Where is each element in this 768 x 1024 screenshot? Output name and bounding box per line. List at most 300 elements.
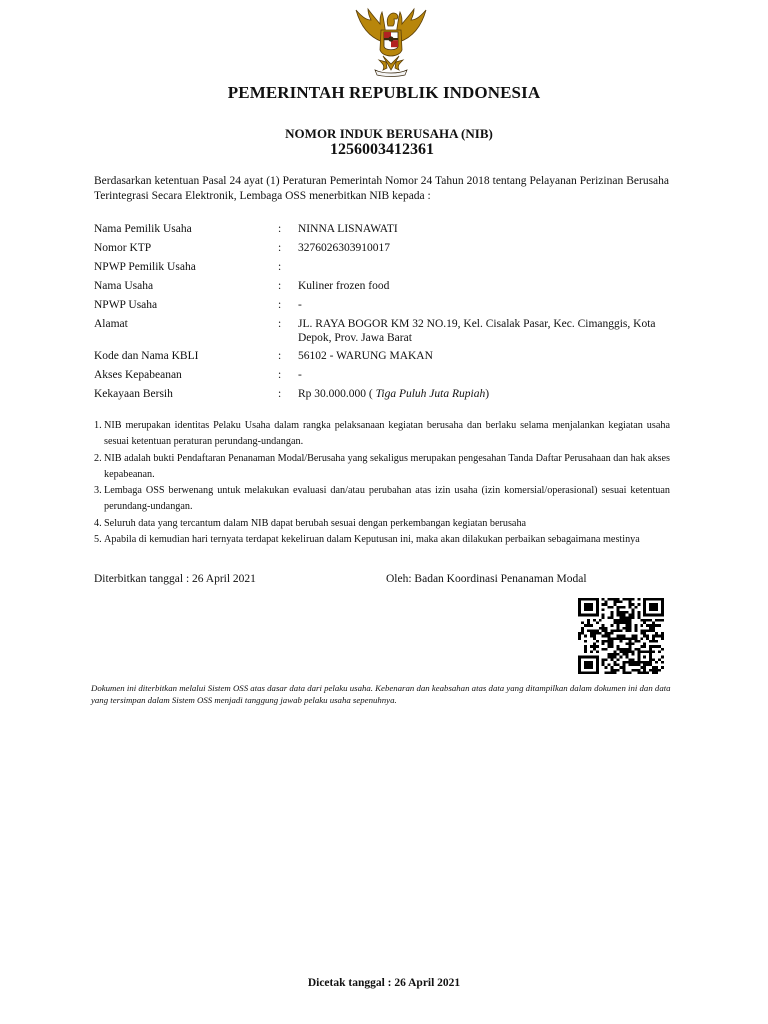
- qr-module: [637, 611, 640, 614]
- qr-module: [625, 661, 628, 664]
- qr-module: [611, 611, 614, 614]
- qr-module: [611, 645, 614, 648]
- disclaimer: Dokumen ini diterbitkan melalui Sistem OSS atas dasar data dari pelaku usaha. Kebenaran dan keabsahan atas data yang ditampilkan dalam dokumen ini dan data yang tersimpan dalam Sistem OSS menjadi tanggung jawab pelaku usaha sepenuhnya.: [91, 683, 671, 705]
- qr-module: [634, 664, 637, 667]
- qr-module: [652, 669, 655, 672]
- qr-module: [661, 632, 664, 635]
- qr-module: [622, 653, 625, 656]
- qr-module: [640, 671, 643, 674]
- qr-module: [617, 645, 620, 648]
- field-colon: :: [278, 280, 282, 292]
- qr-module: [617, 629, 620, 632]
- qr-module: [584, 624, 587, 627]
- qr-module: [611, 669, 614, 672]
- qr-module: [658, 614, 661, 617]
- qr-module: [614, 650, 617, 653]
- qr-module: [628, 624, 631, 627]
- qr-module: [584, 664, 587, 667]
- qr-module: [622, 666, 625, 669]
- qr-module: [578, 666, 581, 669]
- qr-module: [596, 666, 599, 669]
- qr-module: [605, 635, 608, 638]
- qr-module: [631, 661, 634, 664]
- qr-module: [634, 627, 637, 630]
- qr-module: [578, 664, 581, 667]
- qr-module: [578, 614, 581, 617]
- qr-module: [584, 635, 587, 638]
- qr-module: [617, 606, 620, 609]
- qr-module: [631, 650, 634, 653]
- qr-module: [643, 669, 646, 672]
- qr-module: [602, 614, 605, 617]
- qr-module: [646, 624, 649, 627]
- notes-list: [94, 418, 670, 548]
- qr-module: [596, 632, 599, 635]
- note-number: 1.: [94, 420, 102, 431]
- qr-module: [608, 671, 611, 674]
- field-value: Kuliner frozen food: [298, 280, 390, 292]
- qr-module: [646, 598, 649, 601]
- qr-module: [622, 669, 625, 672]
- qr-module: [602, 629, 605, 632]
- qr-module: [640, 661, 643, 664]
- qr-module: [614, 656, 617, 659]
- qr-module: [578, 671, 581, 674]
- qr-module: [617, 624, 620, 627]
- note-text: NIB adalah bukti Pendaftaran Penanaman Modal/Berusaha yang sekaligus merupakan pengesahan Tanda Daftar Perusahaan dan hak akses kepabeanan.: [104, 452, 670, 480]
- qr-module: [611, 643, 614, 646]
- qr-module: [596, 669, 599, 672]
- qr-module: [643, 603, 646, 606]
- qr-module: [590, 664, 593, 667]
- qr-module: [652, 671, 655, 674]
- qr-module: [622, 664, 625, 667]
- qr-module: [584, 608, 587, 611]
- qr-module: [611, 632, 614, 635]
- qr-module: [617, 614, 620, 617]
- qr-module: [596, 661, 599, 664]
- qr-module: [658, 624, 661, 627]
- qr-module: [646, 664, 649, 667]
- qr-module: [658, 645, 661, 648]
- qr-module: [596, 664, 599, 667]
- qr-module: [614, 661, 617, 664]
- qr-module: [611, 637, 614, 640]
- qr-module: [640, 637, 643, 640]
- qr-module: [587, 619, 590, 622]
- qr-module: [620, 666, 623, 669]
- qr-module: [605, 666, 608, 669]
- qr-module: [628, 661, 631, 664]
- qr-module: [593, 619, 596, 622]
- qr-module: [652, 622, 655, 625]
- qr-module: [643, 622, 646, 625]
- qr-module: [625, 637, 628, 640]
- qr-module: [622, 671, 625, 674]
- qr-module: [655, 671, 658, 674]
- qr-module: [625, 611, 628, 614]
- qr-module: [584, 603, 587, 606]
- qr-module: [587, 598, 590, 601]
- qr-module: [661, 637, 664, 640]
- qr-module: [608, 606, 611, 609]
- qr-module: [617, 601, 620, 604]
- qr-module: [605, 648, 608, 651]
- qr-module: [634, 635, 637, 638]
- qr-module: [649, 603, 652, 606]
- printed-date: Dicetak tanggal : 26 April 2021: [307, 977, 461, 989]
- qr-module: [637, 648, 640, 651]
- qr-module: [617, 669, 620, 672]
- qr-module: [631, 643, 634, 646]
- field-value: JL. RAYA BOGOR KM 32 NO.19, Kel. Cisalak Pasar, Kec. Cimanggis, Kota Depok, Prov. Jawa Barat: [298, 318, 656, 344]
- qr-module: [578, 606, 581, 609]
- qr-module: [637, 669, 640, 672]
- qr-module: [625, 650, 628, 653]
- qr-module: [605, 627, 608, 630]
- qr-module: [649, 624, 652, 627]
- qr-module: [622, 635, 625, 638]
- field-label: Nomor KTP: [94, 242, 152, 254]
- qr-module: [661, 614, 664, 617]
- qr-module: [637, 661, 640, 664]
- qr-module: [608, 632, 611, 635]
- qr-module: [617, 619, 620, 622]
- qr-module: [617, 598, 620, 601]
- qr-module: [643, 598, 646, 601]
- qr-module: [652, 624, 655, 627]
- qr-module: [581, 632, 584, 635]
- qr-module: [652, 658, 655, 661]
- qr-module: [631, 653, 634, 656]
- qr-module: [596, 645, 599, 648]
- qr-module: [643, 614, 646, 617]
- qr-module: [640, 650, 643, 653]
- qr-module: [611, 598, 614, 601]
- qr-module: [634, 640, 637, 643]
- qr-module: [596, 640, 599, 643]
- qr-module: [658, 635, 661, 638]
- qr-module: [602, 598, 605, 601]
- qr-module: [593, 629, 596, 632]
- qr-module: [614, 603, 617, 606]
- field-value: [298, 387, 683, 401]
- qr-module: [590, 608, 593, 611]
- qr-module: [605, 632, 608, 635]
- qr-module: [628, 637, 631, 640]
- qr-module: [608, 635, 611, 638]
- qr-module: [584, 598, 587, 601]
- qr-module: [661, 635, 664, 638]
- qr-module: [620, 606, 623, 609]
- qr-module: [620, 656, 623, 659]
- qr-module: [652, 598, 655, 601]
- qr-module: [655, 624, 658, 627]
- note-item: [94, 451, 670, 484]
- nib-number: 1256003412361: [330, 141, 434, 158]
- qr-module: [611, 658, 614, 661]
- qr-module: [634, 648, 637, 651]
- qr-module: [593, 598, 596, 601]
- qr-module: [596, 598, 599, 601]
- qr-module: [617, 637, 620, 640]
- qr-module: [649, 650, 652, 653]
- field-label: Kekayaan Bersih: [94, 388, 173, 400]
- qr-module: [655, 598, 658, 601]
- qr-module: [584, 640, 587, 643]
- qr-module: [625, 622, 628, 625]
- qr-module: [608, 637, 611, 640]
- qr-module: [581, 656, 584, 659]
- qr-module: [655, 608, 658, 611]
- qr-module: [625, 629, 628, 632]
- qr-module: [634, 606, 637, 609]
- qr-module: [602, 664, 605, 667]
- qr-module: [661, 656, 664, 659]
- field-label: NPWP Usaha: [94, 299, 158, 311]
- qr-module: [611, 656, 614, 659]
- qr-module: [631, 637, 634, 640]
- qr-module: [602, 627, 605, 630]
- qr-module: [608, 645, 611, 648]
- qr-module: [578, 603, 581, 606]
- qr-module: [614, 653, 617, 656]
- qr-module: [602, 643, 605, 646]
- qr-module: [637, 603, 640, 606]
- qr-module: [611, 606, 614, 609]
- qr-module: [596, 601, 599, 604]
- qr-module: [620, 637, 623, 640]
- qr-module: [596, 622, 599, 625]
- qr-module: [658, 619, 661, 622]
- qr-module: [614, 664, 617, 667]
- qr-module: [593, 648, 596, 651]
- qr-module: [661, 606, 664, 609]
- qr-module: [620, 622, 623, 625]
- qr-module: [593, 656, 596, 659]
- qr-module: [634, 637, 637, 640]
- qr-module: [661, 598, 664, 601]
- qr-module: [643, 643, 646, 646]
- qr-module: [643, 671, 646, 674]
- value-words: Tiga Puluh Juta Rupiah: [375, 388, 486, 400]
- qr-module: [602, 648, 605, 651]
- qr-module: [581, 598, 584, 601]
- qr-module: [643, 666, 646, 669]
- qr-module: [581, 614, 584, 617]
- qr-module: [643, 619, 646, 622]
- qr-module: [617, 648, 620, 651]
- qr-module: [611, 624, 614, 627]
- qr-module: [596, 606, 599, 609]
- qr-module: [608, 616, 611, 619]
- qr-module: [649, 627, 652, 630]
- qr-module: [614, 601, 617, 604]
- qr-module: [620, 640, 623, 643]
- qr-module: [614, 637, 617, 640]
- qr-module: [655, 614, 658, 617]
- qr-module: [652, 635, 655, 638]
- qr-module: [602, 661, 605, 664]
- qr-module: [631, 614, 634, 617]
- qr-module: [590, 632, 593, 635]
- qr-module: [587, 661, 590, 664]
- qr-module: [625, 624, 628, 627]
- field-label: NPWP Pemilik Usaha: [94, 261, 196, 273]
- qr-module: [646, 637, 649, 640]
- field-label: Akses Kepabeanan: [94, 369, 182, 381]
- qr-module: [620, 629, 623, 632]
- qr-module: [620, 601, 623, 604]
- qr-module: [643, 656, 646, 659]
- qr-module: [602, 608, 605, 611]
- qr-module: [578, 608, 581, 611]
- qr-module: [637, 614, 640, 617]
- qr-module: [622, 611, 625, 614]
- qr-module: [649, 614, 652, 617]
- qr-module: [625, 598, 628, 601]
- qr-module: [628, 598, 631, 601]
- qr-module: [584, 656, 587, 659]
- qr-module: [614, 671, 617, 674]
- qr-module: [634, 624, 637, 627]
- value-close: ): [485, 388, 490, 400]
- field-value: 3276026303910017: [298, 242, 390, 254]
- qr-module: [620, 619, 623, 622]
- qr-module: [637, 653, 640, 656]
- qr-module: [584, 606, 587, 609]
- field-colon: :: [278, 261, 282, 273]
- qr-module: [587, 608, 590, 611]
- qr-module: [584, 671, 587, 674]
- qr-module: [628, 671, 631, 674]
- qr-module: [614, 619, 617, 622]
- qr-module: [649, 656, 652, 659]
- qr-module: [643, 632, 646, 635]
- qr-module: [593, 632, 596, 635]
- qr-module: [617, 627, 620, 630]
- issuer: Oleh: Badan Koordinasi Penanaman Modal: [386, 573, 587, 585]
- qr-module: [637, 616, 640, 619]
- qr-module: [593, 635, 596, 638]
- qr-module: [596, 614, 599, 617]
- qr-module: [602, 640, 605, 643]
- note-item: [94, 483, 670, 516]
- qr-module: [661, 608, 664, 611]
- qr-module: [628, 648, 631, 651]
- qr-module: [628, 627, 631, 630]
- qr-module: [617, 664, 620, 667]
- qr-module: [655, 666, 658, 669]
- qr-module: [643, 608, 646, 611]
- qr-module: [596, 629, 599, 632]
- qr-module: [614, 622, 617, 625]
- qr-module: [631, 664, 634, 667]
- qr-module: [661, 648, 664, 651]
- qr-module: [634, 661, 637, 664]
- qr-module: [602, 635, 605, 638]
- qr-module: [590, 666, 593, 669]
- qr-module: [643, 645, 646, 648]
- qr-module: [611, 653, 614, 656]
- qr-module: [628, 616, 631, 619]
- qr-module: [587, 671, 590, 674]
- field-label: Alamat: [94, 318, 128, 330]
- qr-module: [628, 643, 631, 646]
- qr-module: [649, 648, 652, 651]
- note-number: 3.: [94, 485, 102, 497]
- qr-module: [605, 671, 608, 674]
- qr-module: [652, 627, 655, 630]
- qr-module: [628, 606, 631, 609]
- qr-module: [581, 627, 584, 630]
- field-value: -: [298, 299, 302, 311]
- qr-module: [643, 635, 646, 638]
- qr-module: [637, 658, 640, 661]
- qr-module: [649, 645, 652, 648]
- qr-module: [652, 645, 655, 648]
- qr-module: [658, 598, 661, 601]
- qr-module: [605, 640, 608, 643]
- qr-module: [590, 598, 593, 601]
- qr-module: [637, 671, 640, 674]
- intro-paragraph: Berdasarkan ketentuan Pasal 24 ayat (1) Peraturan Pemerintah Nomor 24 Tahun 2018 tentang Pelayanan Perizinan Berusaha Terintegrasi Secara Elektronik, Lembaga OSS menerbitkan NIB kepada :: [94, 175, 669, 202]
- qr-module: [578, 635, 581, 638]
- note-text: Apabila di kemudian hari ternyata terdapat kekeliruan dalam Keputusan ini, maka akan dilakukan perbaikan sebagaimana mestinya: [104, 534, 640, 546]
- qr-module: [617, 622, 620, 625]
- qr-module: [578, 658, 581, 661]
- government-title: PEMERINTAH REPUBLIK INDONESIA: [227, 83, 541, 102]
- qr-module: [578, 669, 581, 672]
- qr-module: [628, 601, 631, 604]
- qr-module: [661, 666, 664, 669]
- qr-module: [622, 637, 625, 640]
- qr-module: [655, 632, 658, 635]
- qr-module: [584, 661, 587, 664]
- field-colon: :: [278, 318, 282, 330]
- qr-module: [658, 650, 661, 653]
- qr-module: [617, 658, 620, 661]
- qr-module: [658, 669, 661, 672]
- qr-module: [643, 664, 646, 667]
- qr-module: [605, 658, 608, 661]
- qr-module: [622, 622, 625, 625]
- qr-module: [655, 640, 658, 643]
- note-text: Seluruh data yang tercantum dalam NIB dapat berubah sesuai dengan perkembangan kegiatan berusaha: [104, 517, 527, 529]
- qr-module: [640, 632, 643, 635]
- qr-module: [584, 666, 587, 669]
- qr-module: [584, 650, 587, 653]
- qr-module: [617, 635, 620, 638]
- qr-module: [637, 640, 640, 643]
- field-value: 56102 - WARUNG MAKAN: [298, 350, 433, 362]
- qr-module: [646, 650, 649, 653]
- qr-module: [649, 619, 652, 622]
- qr-module: [655, 645, 658, 648]
- qr-module: [593, 614, 596, 617]
- qr-module: [646, 619, 649, 622]
- note-text: Lembaga OSS berwenang untuk melakukan evaluasi dan/atau perubahan atas izin usaha (izin komersial/operasional) sesuai ketentuan perundang-undangan.: [104, 485, 670, 513]
- note-item: [94, 532, 670, 548]
- qr-module: [646, 629, 649, 632]
- nib-label: NOMOR INDUK BERUSAHA (NIB): [285, 126, 493, 141]
- qr-module: [622, 606, 625, 609]
- qr-module: [608, 656, 611, 659]
- qr-module: [640, 629, 643, 632]
- garuda-emblem-icon: [353, 4, 429, 78]
- qr-module: [602, 624, 605, 627]
- qr-module: [622, 616, 625, 619]
